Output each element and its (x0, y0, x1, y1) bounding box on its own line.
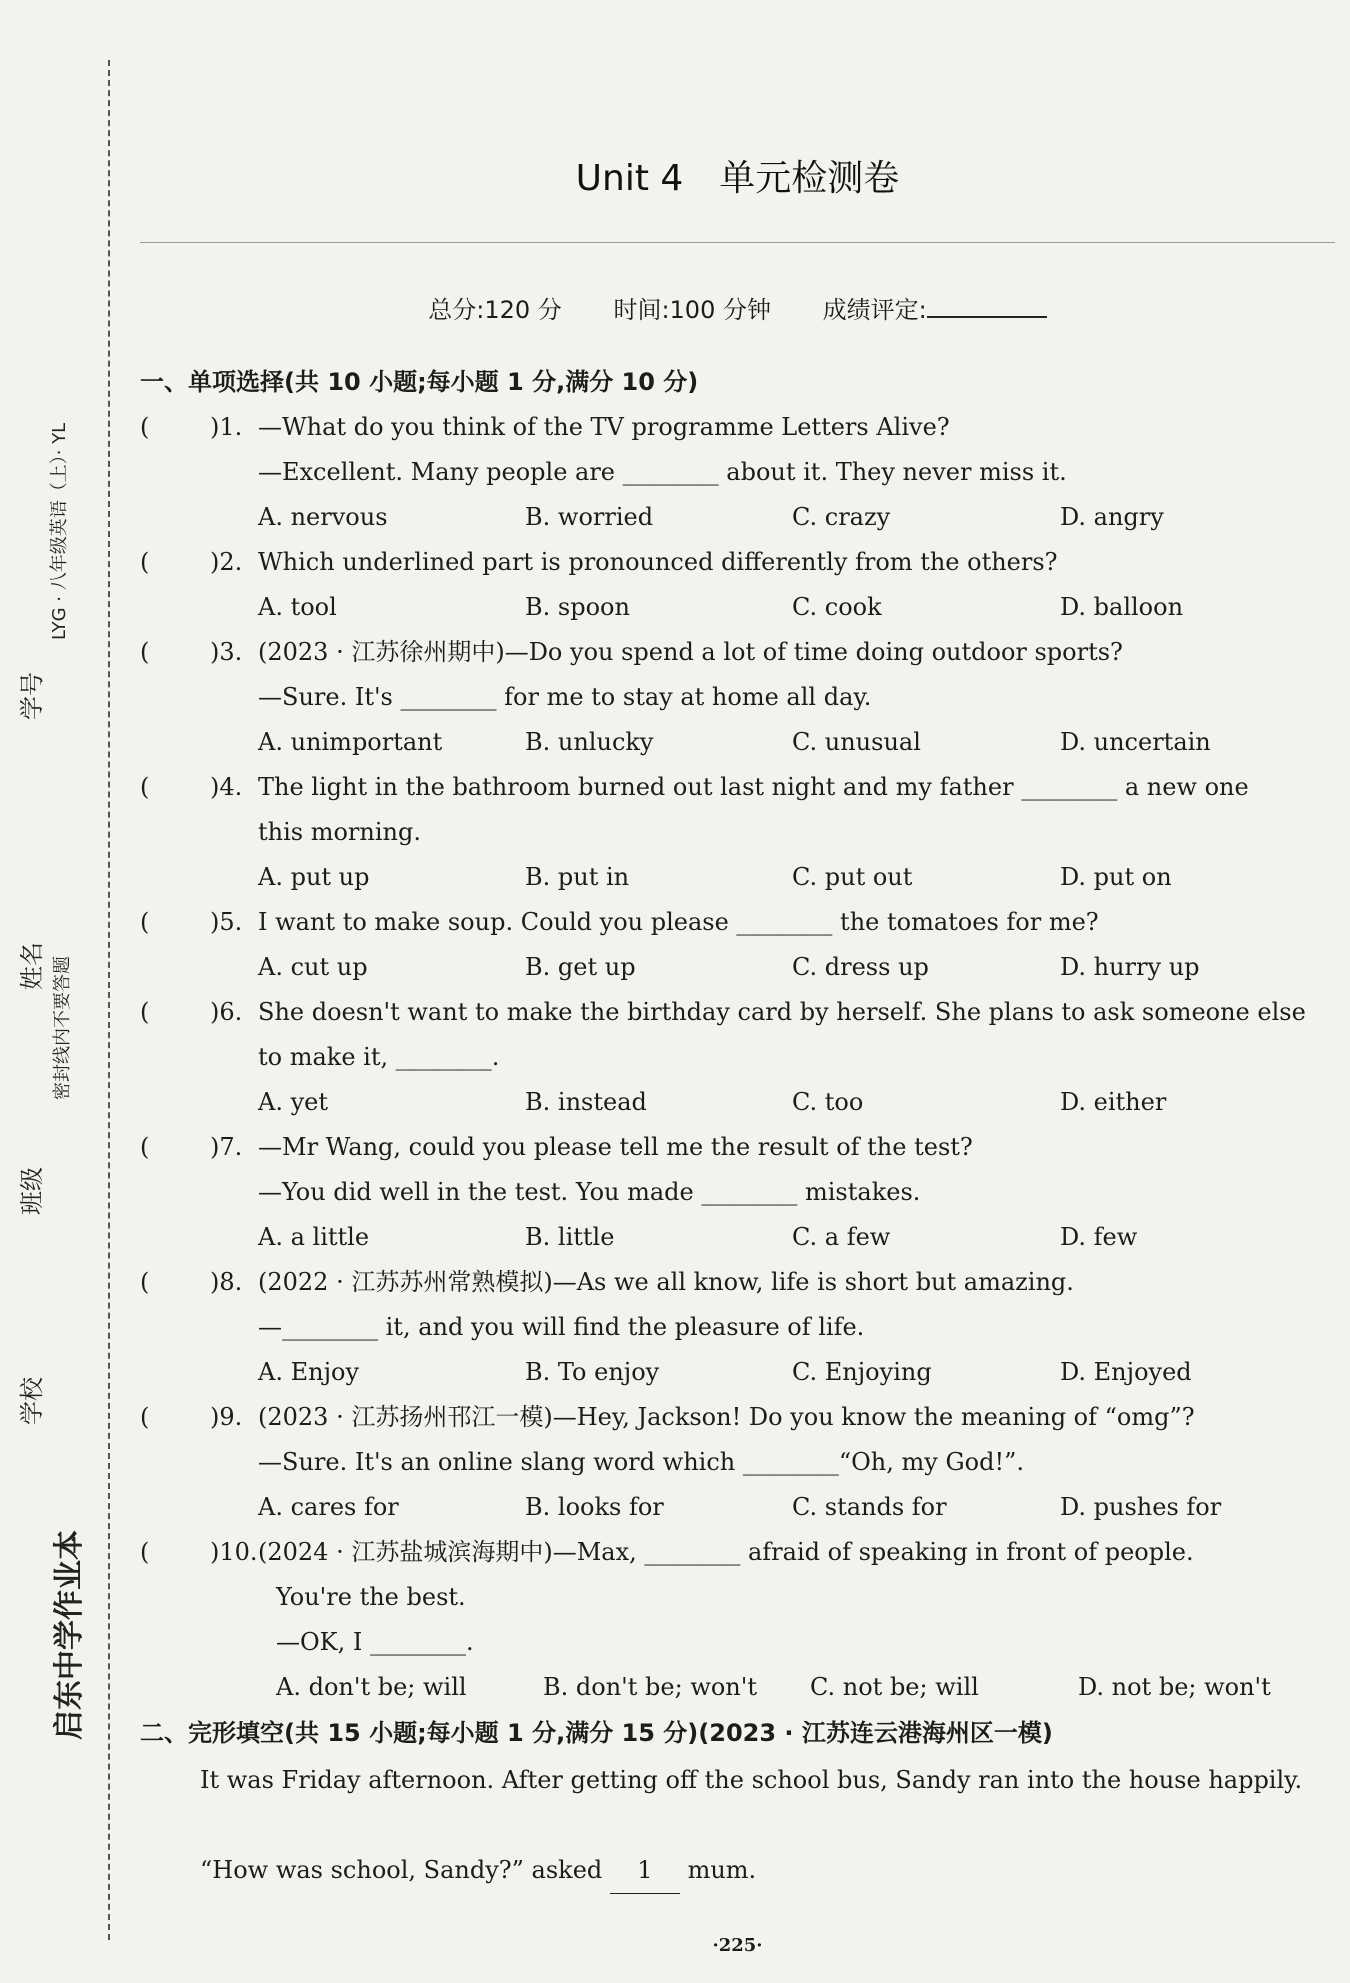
option-c[interactable]: C. dress up (792, 953, 929, 981)
school-label: 学校 (18, 1377, 46, 1425)
option-b[interactable]: B. spoon (525, 593, 630, 621)
question-text: —Sure. It's an online slang word which ________“Oh, my God!”. (258, 1448, 1024, 1476)
question-text: (2022 · 江苏苏州常熟模拟)—As we all know, life is short but amazing. (258, 1268, 1074, 1296)
option-d[interactable]: D. balloon (1060, 593, 1184, 621)
class-label: 班级 (18, 1167, 46, 1215)
name-label: 姓名 (18, 942, 46, 990)
options-row (140, 1665, 1335, 1710)
cloze-text: “How was school, Sandy?” asked (200, 1856, 603, 1884)
option-a[interactable]: A. unimportant (258, 728, 443, 756)
option-d[interactable]: D. few (1060, 1223, 1138, 1251)
cloze-paragraph-1: It was Friday afternoon. After getting off the school bus, Sandy ran into the house happily. (200, 1766, 1303, 1794)
title-divider (140, 242, 1335, 243)
edition-label: LYG · 八年级英语（上）· YL (49, 422, 70, 640)
option-a[interactable]: A. yet (258, 1088, 328, 1116)
option-b[interactable]: B. unlucky (525, 728, 654, 756)
option-a[interactable]: A. cares for (258, 1493, 399, 1521)
option-a[interactable]: A. tool (258, 593, 337, 621)
option-b[interactable]: B. To enjoy (525, 1358, 660, 1386)
options-row (140, 495, 1335, 540)
answer-paren[interactable]: ( (140, 773, 150, 801)
question-item (140, 405, 1335, 540)
question-item (140, 765, 1335, 900)
option-d[interactable]: D. pushes for (1060, 1493, 1222, 1521)
option-b[interactable]: B. worried (525, 503, 654, 531)
cloze-text-after: mum. (687, 1856, 757, 1884)
question-line (140, 1530, 1335, 1575)
options-row (140, 945, 1335, 990)
question-text: —You did well in the test. You made ________ mistakes. (258, 1178, 921, 1206)
answer-paren[interactable]: ( (140, 1538, 150, 1566)
question-item (140, 900, 1335, 990)
option-d[interactable]: D. not be; won't (1078, 1673, 1271, 1701)
question-text: (2023 · 江苏徐州期中)—Do you spend a lot of time doing outdoor sports? (258, 638, 1123, 666)
question-number: )9. (210, 1403, 243, 1431)
option-c[interactable]: C. not be; will (810, 1673, 979, 1701)
question-number: )8. (210, 1268, 243, 1296)
question-line (140, 450, 1335, 495)
question-item (140, 990, 1335, 1125)
question-line (140, 675, 1335, 720)
question-line (140, 1440, 1335, 1485)
option-d[interactable]: D. uncertain (1060, 728, 1211, 756)
question-line (140, 810, 1335, 855)
answer-paren[interactable]: ( (140, 1268, 150, 1296)
option-b[interactable]: B. looks for (525, 1493, 664, 1521)
question-text: —________ it, and you will find the pleasure of life. (258, 1313, 865, 1341)
option-c[interactable]: C. crazy (792, 503, 891, 531)
question-item (140, 630, 1335, 765)
total-score: 总分:120 分 (428, 296, 562, 324)
page-number: ·225· (712, 1935, 763, 1956)
answer-paren[interactable]: ( (140, 413, 150, 441)
options-row (140, 1080, 1335, 1125)
question-number: )6. (210, 998, 243, 1026)
page-title: Unit 4 单元检测卷 (575, 158, 900, 199)
question-item (140, 1395, 1335, 1530)
question-item (140, 540, 1335, 630)
question-text: (2023 · 江苏扬州邗江一模)—Hey, Jackson! Do you know the meaning of “omg”? (258, 1403, 1195, 1431)
answer-paren[interactable]: ( (140, 1133, 150, 1161)
question-text: (2024 · 江苏盐城滨海期中)—Max, ________ afraid of speaking in front of people. (258, 1538, 1194, 1566)
option-a[interactable]: A. cut up (258, 953, 368, 981)
question-text: —Mr Wang, could you please tell me the result of the test? (258, 1133, 973, 1161)
question-text: this morning. (258, 818, 421, 846)
option-b[interactable]: B. get up (525, 953, 636, 981)
question-line (140, 630, 1335, 675)
question-line (140, 765, 1335, 810)
grade-field (823, 296, 1047, 324)
question-number: )3. (210, 638, 243, 666)
question-number: )4. (210, 773, 243, 801)
options-row (140, 1350, 1335, 1395)
cloze-paragraph-2 (140, 1848, 1350, 1894)
question-line (140, 1035, 1335, 1080)
question-text: You're the best. (276, 1583, 466, 1611)
question-text: —Excellent. Many people are ________ about it. They never miss it. (258, 458, 1067, 486)
answer-paren[interactable]: ( (140, 638, 150, 666)
option-c[interactable]: C. unusual (792, 728, 921, 756)
question-number: )5. (210, 908, 243, 936)
question-line (140, 1575, 1335, 1620)
question-line (140, 900, 1335, 945)
seal-dashed-line (108, 60, 110, 1940)
answer-paren[interactable]: ( (140, 908, 150, 936)
option-c[interactable]: C. too (792, 1088, 864, 1116)
question-text: —Sure. It's ________ for me to stay at home all day. (258, 683, 872, 711)
option-c[interactable]: C. a few (792, 1223, 891, 1251)
grade-blank[interactable] (927, 316, 1047, 318)
question-line (140, 1395, 1335, 1440)
question-line (140, 540, 1335, 585)
option-d[interactable]: D. angry (1060, 503, 1164, 531)
option-d[interactable]: D. Enjoyed (1060, 1358, 1192, 1386)
question-text: to make it, ________. (258, 1043, 500, 1071)
question-item (140, 1260, 1335, 1395)
question-number: )10. (210, 1538, 258, 1566)
seal-note: 密封线内不要答题 (52, 956, 73, 1100)
answer-paren[interactable]: ( (140, 1403, 150, 1431)
option-c[interactable]: C. stands for (792, 1493, 947, 1521)
book-label: 启东中学作业本 (52, 1530, 87, 1740)
options-row (140, 1215, 1335, 1260)
option-b[interactable]: B. little (525, 1223, 615, 1251)
option-d[interactable]: D. either (1060, 1088, 1167, 1116)
grade-label: 成绩评定: (822, 296, 927, 324)
options-row (140, 1485, 1335, 1530)
question-line (140, 1260, 1335, 1305)
cloze-blank-1[interactable]: 1 (610, 1848, 680, 1894)
question-text: I want to make soup. Could you please ________ the tomatoes for me? (258, 908, 1099, 936)
options-row (140, 720, 1335, 765)
option-a[interactable]: A. nervous (258, 503, 388, 531)
binding-margin (0, 0, 110, 1983)
option-d[interactable]: D. hurry up (1060, 953, 1200, 981)
option-a[interactable]: A. Enjoy (258, 1358, 360, 1386)
option-c[interactable]: C. cook (792, 593, 882, 621)
option-c[interactable]: C. put out (792, 863, 913, 891)
question-text: The light in the bathroom burned out last night and my father ________ a new one (258, 773, 1249, 801)
answer-paren[interactable]: ( (140, 548, 150, 576)
question-text: She doesn't want to make the birthday card by herself. She plans to ask someone else (258, 998, 1306, 1026)
options-row (140, 855, 1335, 900)
option-a[interactable]: A. a little (258, 1223, 370, 1251)
question-line (140, 1125, 1335, 1170)
option-b[interactable]: B. don't be; won't (543, 1673, 758, 1701)
question-line (140, 1305, 1335, 1350)
time-limit: 时间:100 分钟 (613, 296, 771, 324)
option-c[interactable]: C. Enjoying (792, 1358, 932, 1386)
question-line (140, 405, 1335, 450)
question-item (140, 1530, 1335, 1710)
id-label: 学号 (18, 672, 46, 720)
answer-paren[interactable]: ( (140, 998, 150, 1026)
question-line (140, 990, 1335, 1035)
question-number: )1. (210, 413, 243, 441)
option-d[interactable]: D. put on (1060, 863, 1172, 891)
options-row (140, 585, 1335, 630)
question-text: —OK, I ________. (276, 1628, 474, 1656)
option-b[interactable]: B. put in (525, 863, 630, 891)
question-number: )2. (210, 548, 243, 576)
question-line (140, 1170, 1335, 1215)
question-number: )7. (210, 1133, 243, 1161)
option-a[interactable]: A. put up (258, 863, 370, 891)
question-text: Which underlined part is pronounced differently from the others? (258, 548, 1058, 576)
section1-heading: 一、单项选择(共 10 小题;每小题 1 分,满分 10 分) (140, 368, 699, 396)
option-a[interactable]: A. don't be; will (276, 1673, 467, 1701)
exam-info (140, 290, 1335, 325)
option-b[interactable]: B. instead (525, 1088, 647, 1116)
question-text: —What do you think of the TV programme Letters Alive? (258, 413, 950, 441)
question-item (140, 1125, 1335, 1260)
question-line (140, 1620, 1335, 1665)
section2-heading: 二、完形填空(共 15 小题;每小题 1 分,满分 15 分)(2023 · 江苏连云港海州区一模) (140, 1719, 1053, 1747)
